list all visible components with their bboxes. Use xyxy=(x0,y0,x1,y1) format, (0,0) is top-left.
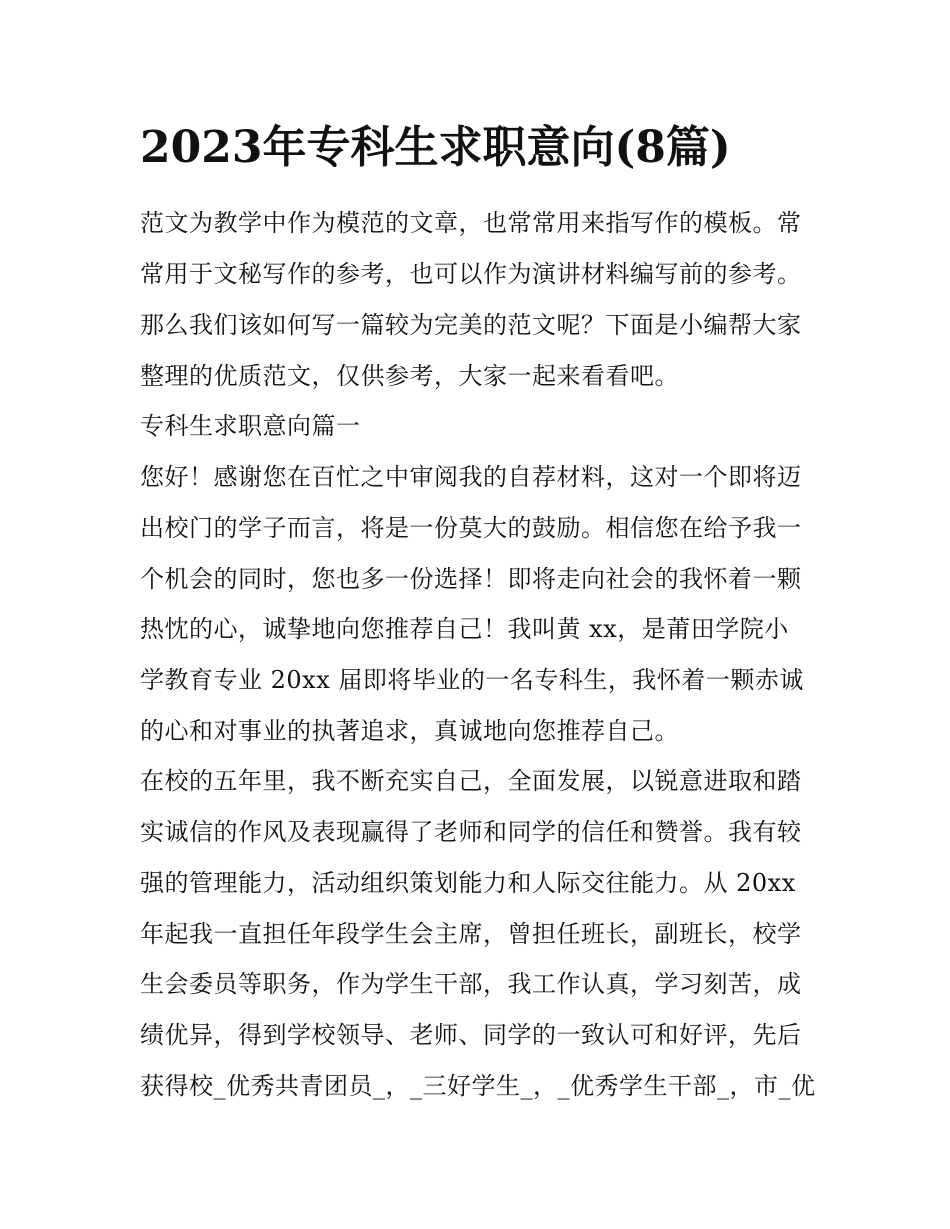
intro-line: 整理的优质范文，仅供参考，大家一起来看看吧。 xyxy=(140,362,679,390)
paragraph-line: 个机会的同时，您也多一份选择！即将走向社会的我怀着一颗 xyxy=(140,565,802,593)
paragraph-line: 的心和对事业的执著追求，真诚地向您推荐自己。 xyxy=(140,717,679,745)
intro-line: 常用于文秘写作的参考，也可以作为演讲材料编写前的参考。 xyxy=(140,260,802,288)
document-title: 2023年专科生求职意向(8篇) xyxy=(140,122,731,173)
paragraph-line: 您好！感谢您在百忙之中审阅我的自荐材料，这对一个即将迈 xyxy=(140,463,802,491)
paragraph-line: 强的管理能力，活动组织策划能力和人际交往能力。从 20xx xyxy=(140,869,796,897)
paragraph-line: 出校门的学子而言，将是一份莫大的鼓励。相信您在给予我一 xyxy=(140,514,802,542)
paragraph-line: 获得校_优秀共青团员_，_三好学生_，_优秀学生干部_，市_优 xyxy=(140,1072,816,1100)
paragraph-line: 生会委员等职务，作为学生干部，我工作认真，学习刻苦，成 xyxy=(140,970,802,998)
paragraph-line: 实诚信的作风及表现赢得了老师和同学的信任和赞誉。我有较 xyxy=(140,818,802,846)
paragraph-line: 绩优异，得到学校领导、老师、同学的一致认可和好评，先后 xyxy=(140,1021,802,1049)
paragraph-line: 学教育专业 20xx 届即将毕业的一名专科生，我怀着一颗赤诚 xyxy=(140,666,804,694)
intro-line: 范文为教学中作为模范的文章，也常常用来指写作的模板。常 xyxy=(140,209,802,237)
intro-line: 那么我们该如何写一篇较为完美的范文呢？下面是小编帮大家 xyxy=(140,311,802,339)
paragraph-line: 年起我一直担任年段学生会主席，曾担任班长，副班长，校学 xyxy=(140,920,802,948)
paragraph-line: 热忱的心，诚挚地向您推荐自己！我叫黄 xx，是莆田学院小 xyxy=(140,615,789,643)
section-heading: 专科生求职意向篇一 xyxy=(140,412,361,440)
paragraph-line: 在校的五年里，我不断充实自己，全面发展，以锐意进取和踏 xyxy=(140,767,802,795)
